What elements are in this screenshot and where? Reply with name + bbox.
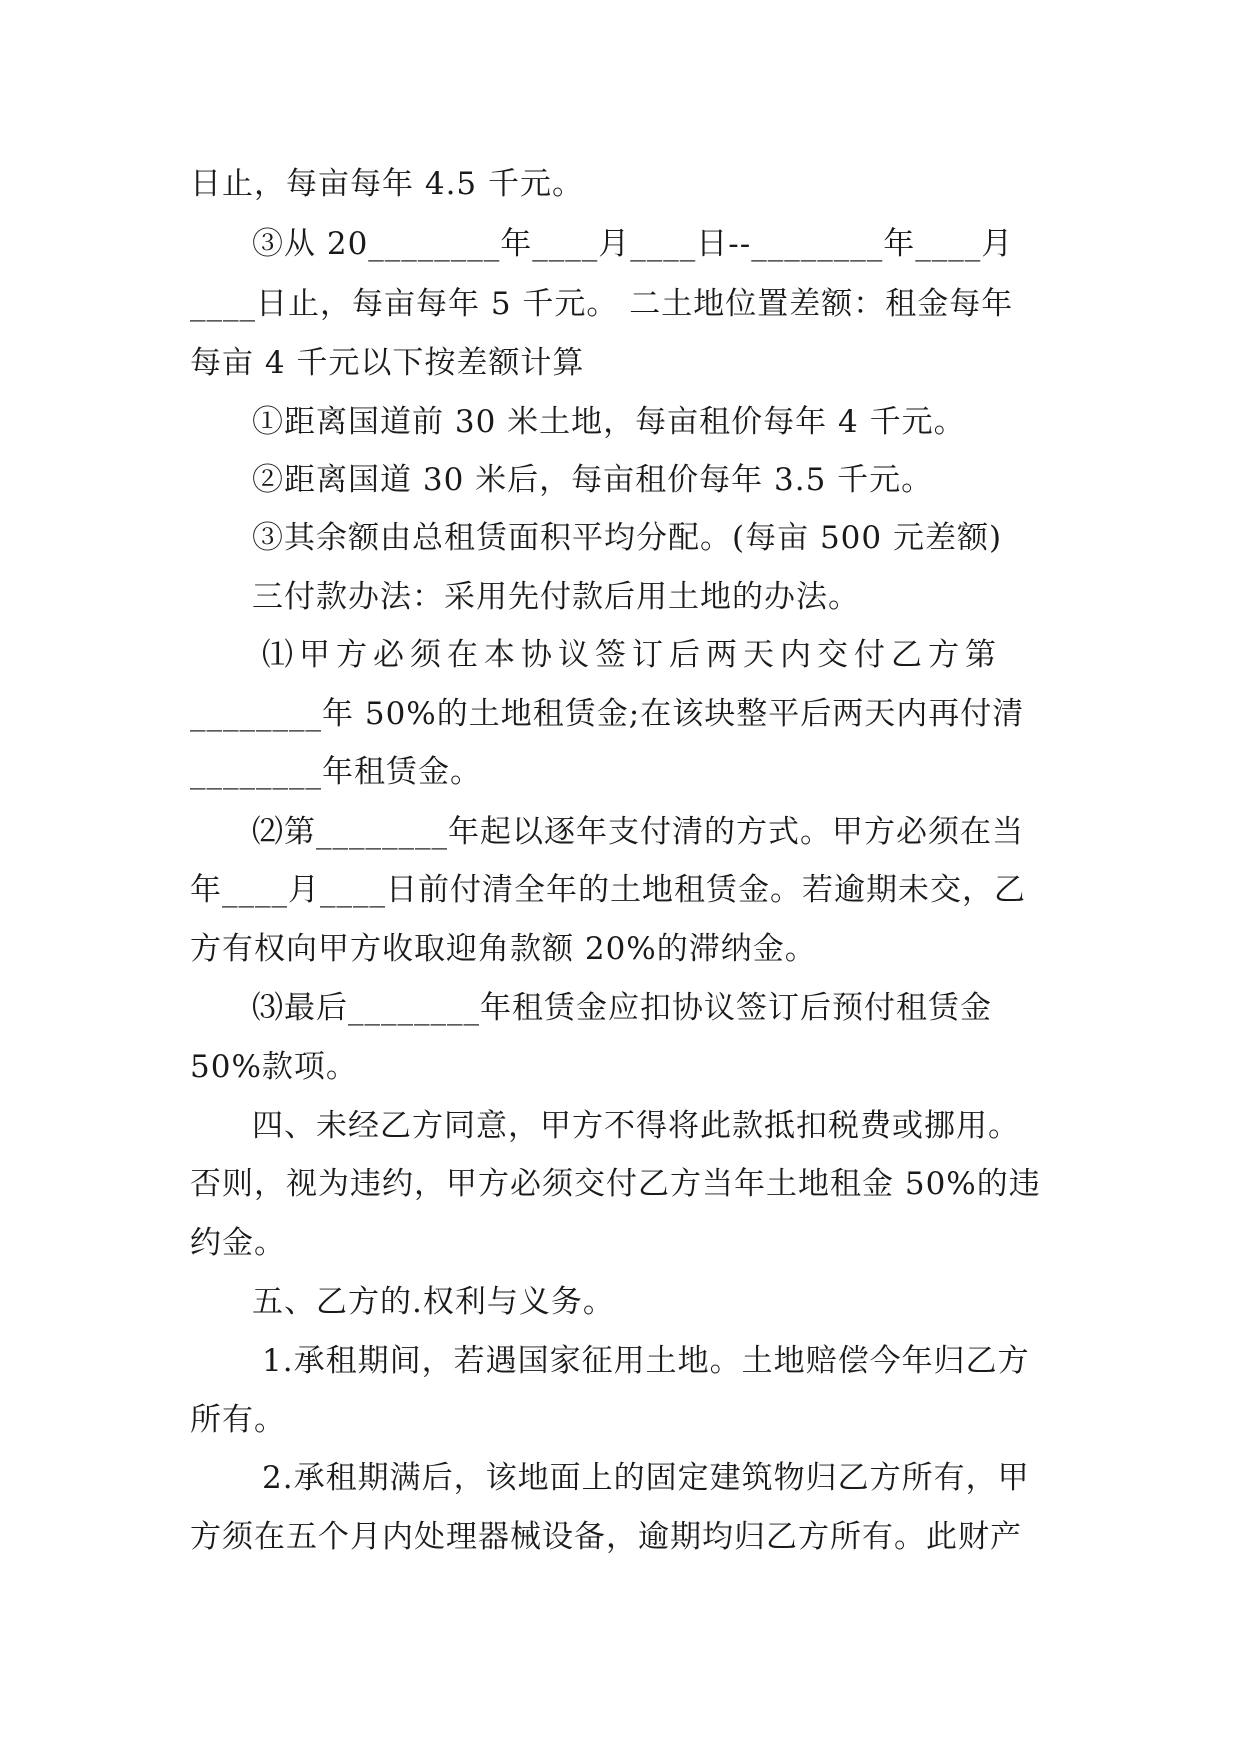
text-line: ⑶最后________年租赁金应扣协议签订后预付租赁金 xyxy=(252,990,992,1026)
text-line: 三付款办法：采用先付款后用土地的办法。 xyxy=(252,579,860,615)
text-line: 方有权向甲方收取迎角款额 20%的滞纳金。 xyxy=(190,931,817,967)
text-line: ①距离国道前 30 米土地，每亩租价每年 4 千元。 xyxy=(252,404,966,440)
text-line: ________年租赁金。 xyxy=(190,754,482,790)
text-line: 日止，每亩每年 4.5 千元。 xyxy=(190,166,585,202)
text-line: 所有。 xyxy=(190,1402,286,1438)
text-line: 约金。 xyxy=(190,1225,286,1261)
text-line: ⑵第________年起以逐年支付清的方式。甲方必须在当 xyxy=(252,814,1024,850)
text-line: ②距离国道 30 米后，每亩租价每年 3.5 千元。 xyxy=(252,462,934,498)
text-line: ③从 20________年____月____日--________年____月 xyxy=(252,226,1014,262)
text-line: 方须在五个月内处理器械设备，逾期均归乙方所有。此财产 xyxy=(190,1519,1022,1555)
text-line: 50%款项。 xyxy=(190,1049,358,1085)
text-line: 否则，视为违约，甲方必须交付乙方当年土地租金 50%的违 xyxy=(190,1166,1041,1202)
text-line: 年____月____日前付清全年的土地租赁金。若逾期未交，乙 xyxy=(190,872,1026,908)
text-line: 四、未经乙方同意，甲方不得将此款抵扣税费或挪用。 xyxy=(252,1108,1020,1144)
text-line: 每亩 4 千元以下按差额计算 xyxy=(190,345,585,381)
text-line: 五、乙方的.权利与义务。 xyxy=(252,1284,615,1320)
text-line: ③其余额由总租赁面积平均分配。(每亩 500 元差额) xyxy=(252,520,1003,556)
text-line: 2.承租期满后，该地面上的固定建筑物归乙方所有，甲 xyxy=(262,1460,1030,1496)
text-line: ⑴甲方必须在本协议签订后两天内交付乙方第 xyxy=(262,637,1002,673)
text-line: 1.承租期间，若遇国家征用土地。土地赔偿今年归乙方 xyxy=(262,1343,1030,1379)
text-line: ____日止，每亩每年 5 千元。 二土地位置差额：租金每年 xyxy=(190,286,1014,322)
text-line: ________年 50%的土地租赁金;在该块整平后两天内再付清 xyxy=(190,696,1025,732)
